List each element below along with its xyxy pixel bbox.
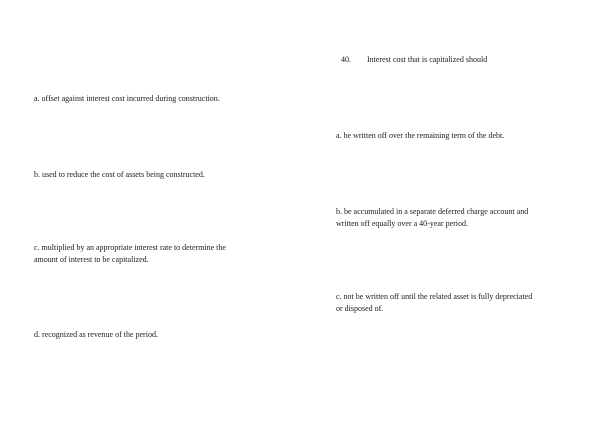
question-header — [341, 54, 487, 66]
right-option-b-line-1: b. be accumulated in a separate deferred charge account and — [336, 207, 529, 216]
left-option-c — [34, 242, 226, 266]
left-option-c-line-2: amount of interest to be capitalized. — [34, 255, 149, 264]
left-option-d-line-1: d. recognized as revenue of the period. — [34, 330, 158, 339]
left-option-d — [34, 329, 158, 341]
left-option-b — [34, 169, 205, 181]
right-option-a — [336, 130, 504, 142]
right-option-c-line-2: or disposed of. — [336, 304, 384, 313]
left-option-a-line-1: a. offset against interest cost incurred during construction. — [34, 94, 220, 103]
right-option-b — [336, 206, 528, 230]
right-option-c-line-1: c. not be written off until the related asset is fully depreciated — [336, 292, 533, 301]
question-text: Interest cost that is capitalized should — [367, 55, 488, 64]
left-option-c-line-1: c. multiplied by an appropriate interest rate to determine the — [34, 243, 226, 252]
right-option-c — [336, 291, 532, 315]
right-option-b-line-2: written off equally over a 40-year period. — [336, 219, 469, 228]
question-number: 40. — [341, 55, 351, 64]
left-option-a — [34, 93, 220, 105]
right-option-a-line-1: a. be written off over the remaining term of the debt. — [336, 131, 505, 140]
left-option-b-line-1: b. used to reduce the cost of assets being constructed. — [34, 170, 205, 179]
